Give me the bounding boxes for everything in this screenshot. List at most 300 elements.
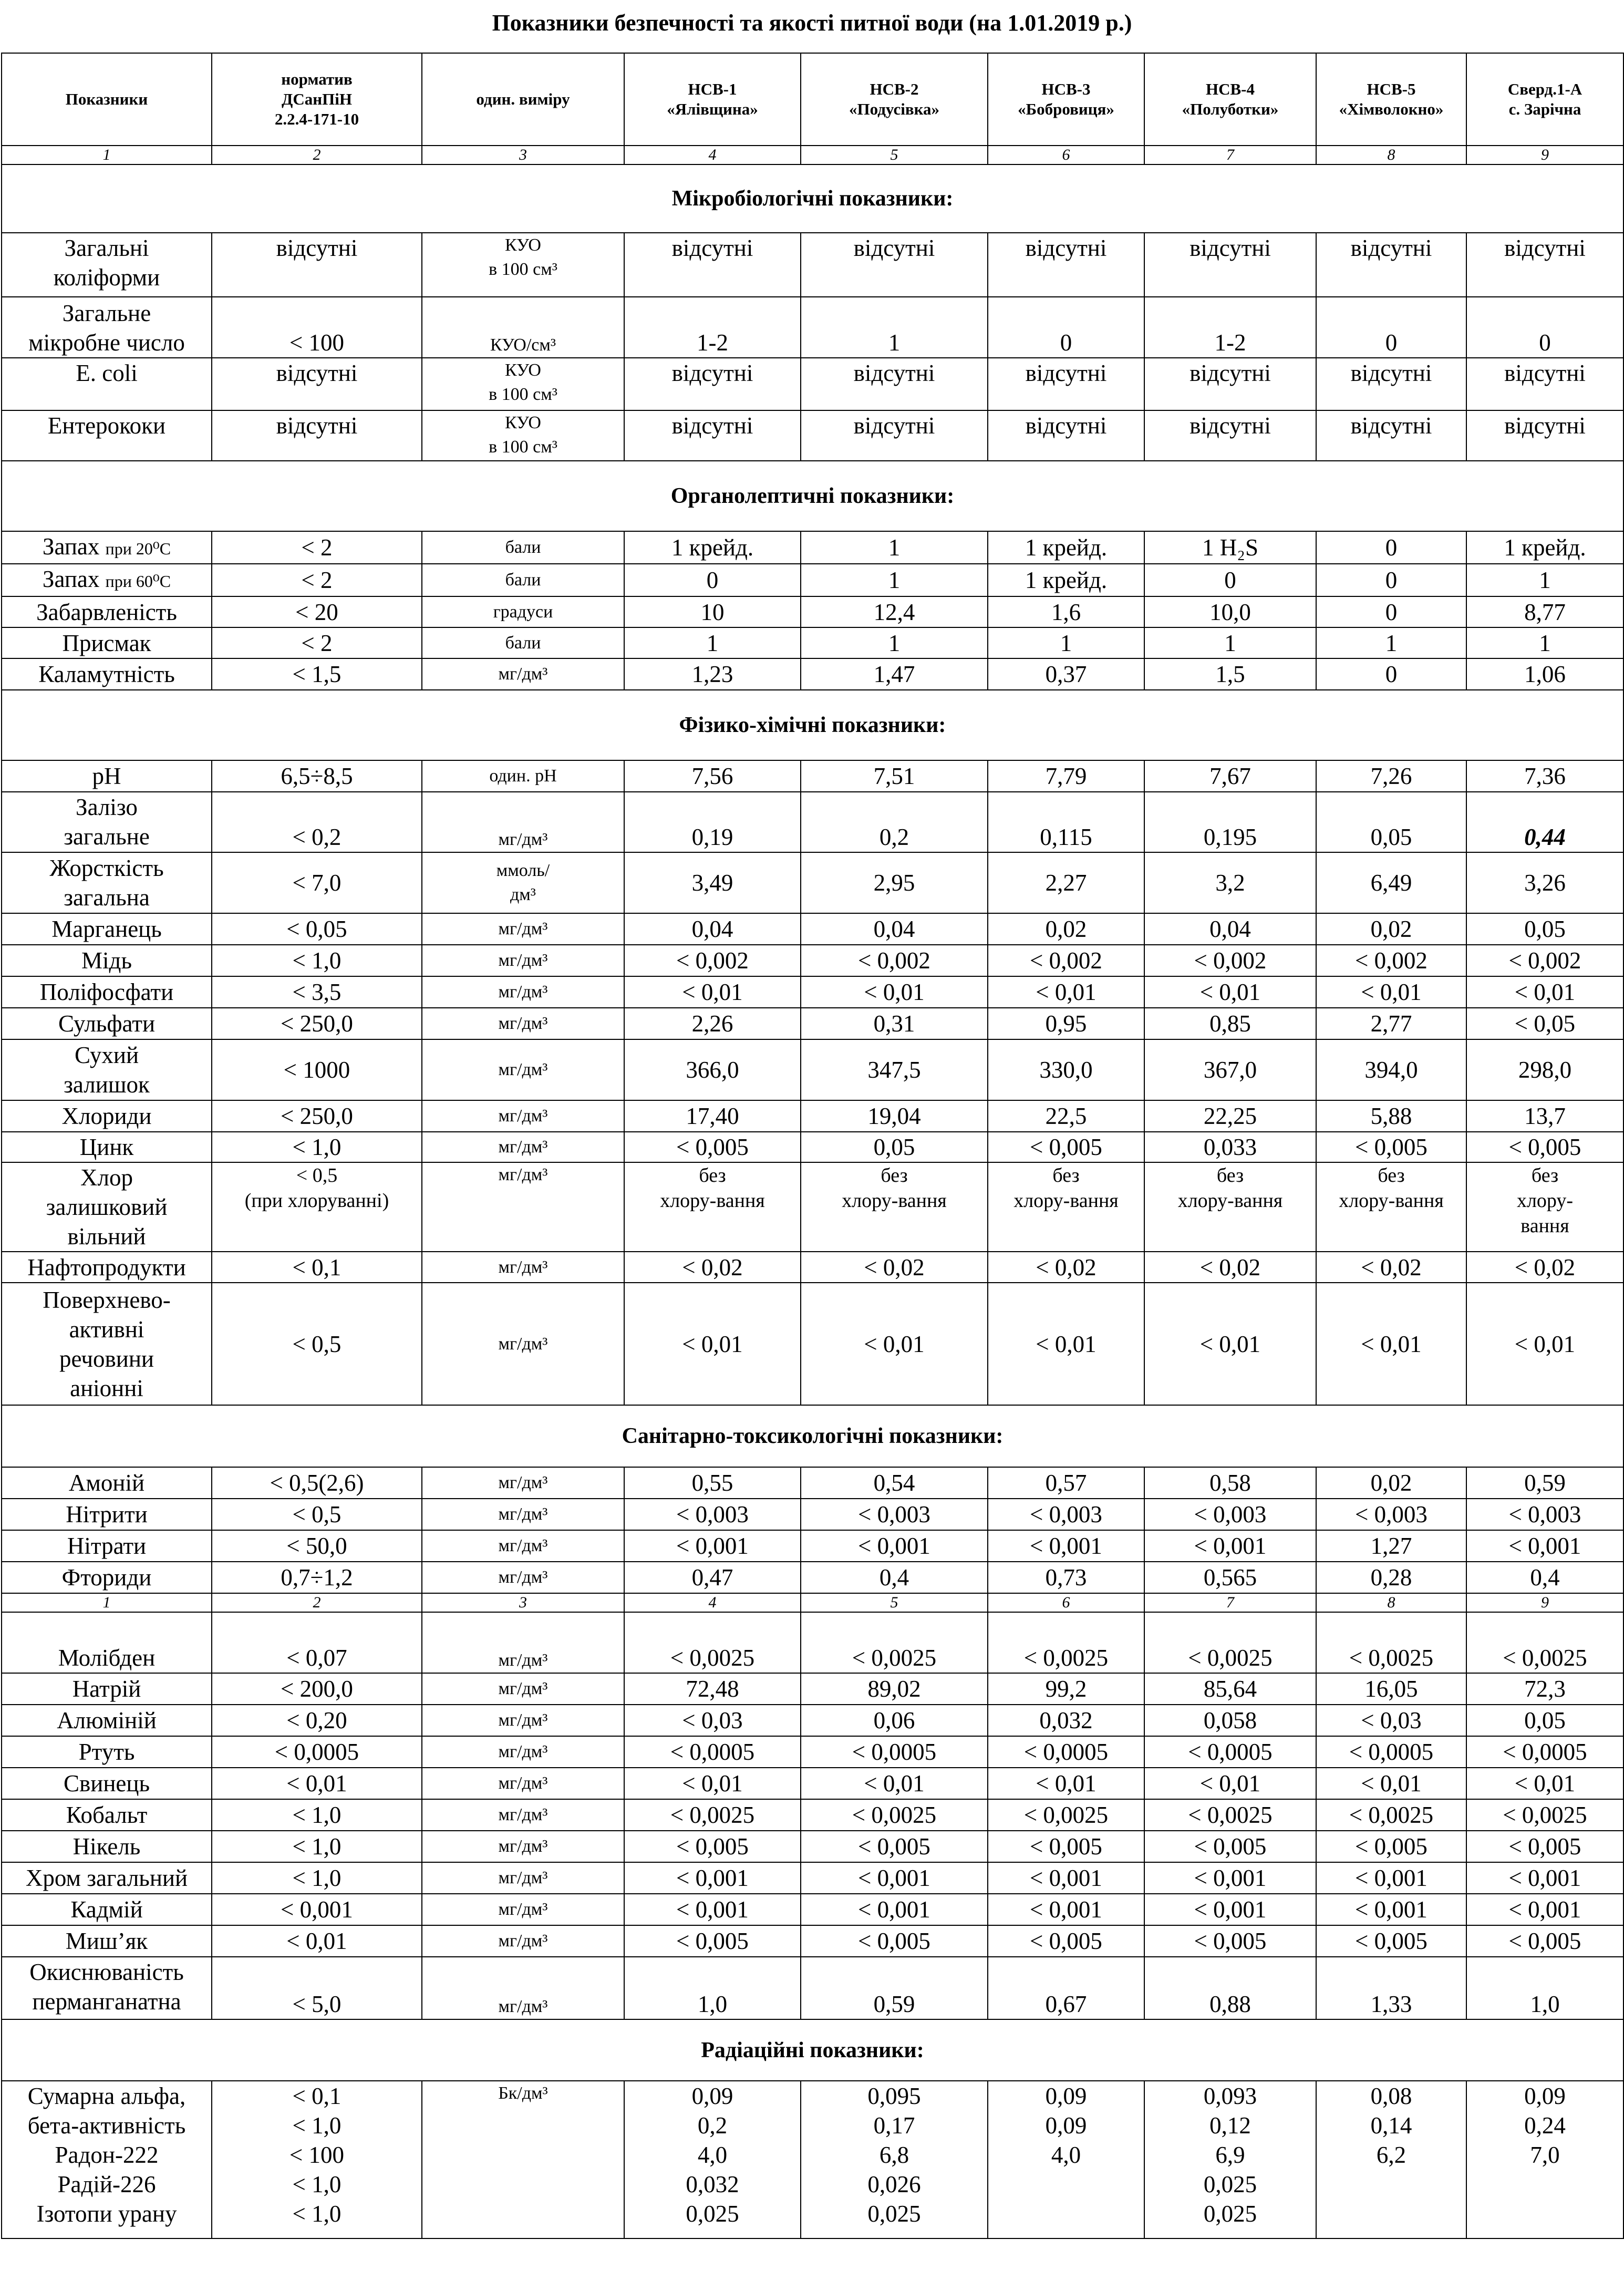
cell-sulfates-indicator: [2, 1008, 212, 1039]
cell-nitrites-unit-text: мг/дм³: [498, 1504, 548, 1524]
cell-manganese-nsv1: [624, 913, 801, 945]
cell-chlorides-nsv4: [1144, 1100, 1316, 1132]
cell-sodium-nsv5-text: 16,05: [1364, 1676, 1418, 1702]
cell-iron-unit-text: мг/дм³: [498, 830, 548, 849]
cell-radiation-nsv3-text: 0,09 0,09 4,0: [1045, 2083, 1087, 2168]
cell-permanganate-nsv1-text: 1,0: [697, 1991, 728, 2017]
cell-mercury-nsv5: [1316, 1736, 1466, 1768]
cell-color-sverd1a: [1466, 596, 1623, 627]
cell-odor60-nsv2-text: 1: [888, 567, 901, 593]
cell-copper-norm-text: < 1,0: [292, 947, 342, 974]
cell-polyphosphates-nsv2: [801, 976, 988, 1008]
cell-polyphosphates-nsv1-text: < 0,01: [682, 979, 743, 1005]
table-row-nickel: [2, 1831, 1623, 1862]
column-header-unit: [422, 53, 624, 146]
cell-color-nsv4: [1144, 596, 1316, 627]
cell-polyphosphates-nsv2-text: < 0,01: [864, 979, 925, 1005]
cell-lead-sverd1a: [1466, 1768, 1623, 1799]
section-heading-radiation-text: Радіаційні показники:: [701, 2038, 924, 2062]
cell-zinc-norm-text: < 1,0: [292, 1134, 342, 1160]
cell-enterococci-sverd1a-text: відсутні: [1504, 412, 1586, 439]
cell-odor60-nsv1-text: 0: [706, 567, 719, 593]
cell-nitrates-nsv5-text: 1,27: [1370, 1533, 1412, 1559]
cell-lead-indicator-text: Свинець: [63, 1770, 150, 1797]
cell-chlorine-nsv5: [1316, 1162, 1466, 1252]
cell-ecoli-unit: [422, 358, 624, 410]
cell-lead-nsv4-text: < 0,01: [1199, 1770, 1261, 1797]
cell-manganese-indicator-text: Марганець: [51, 916, 162, 942]
cell-copper-nsv5-text: < 0,002: [1355, 947, 1428, 974]
cell-hardness-nsv4: [1144, 852, 1316, 913]
cell-nitrites-nsv1-text: < 0,003: [676, 1501, 749, 1528]
cell-cobalt-indicator: [2, 1799, 212, 1831]
cell-ecoli-unit-text: КУО в 100 см³: [489, 360, 557, 404]
cell-chlorine-nsv1: [624, 1162, 801, 1252]
column-number-norm-text: 2: [313, 1594, 321, 1611]
cell-copper-norm: [212, 945, 422, 976]
indicator-condition: при 20⁰С: [105, 539, 171, 558]
table-row-nitrates: [2, 1530, 1623, 1562]
cell-manganese-nsv3-text: 0,02: [1045, 916, 1087, 942]
cell-zinc-indicator: [2, 1132, 212, 1162]
section-heading-micro: [2, 164, 1623, 233]
cell-hardness-nsv1-text: 3,49: [691, 870, 733, 896]
cell-odor20-norm-text: < 2: [301, 534, 333, 561]
cell-dry_residue-nsv5: [1316, 1039, 1466, 1100]
cell-odor20-indicator: [2, 531, 212, 564]
cell-radiation-nsv5-text: 0,08 0,14 6,2: [1370, 2083, 1412, 2168]
table-row-hardness: [2, 852, 1623, 913]
cell-mercury-indicator: [2, 1736, 212, 1768]
cell-fluorides-norm: [212, 1562, 422, 1593]
column-number-nsv3-text: 6: [1062, 1594, 1070, 1611]
column-header-unit-text: один. виміру: [476, 90, 570, 108]
cell-odor20-nsv5-text: 0: [1385, 534, 1398, 561]
column-header-nsv2: [801, 53, 988, 146]
column-number-row: [2, 146, 1623, 164]
cell-fluorides-nsv4-text: 0,565: [1203, 1564, 1257, 1591]
cell-turbidity-nsv5-text: 0: [1385, 661, 1398, 687]
cell-ammonium-nsv1-text: 0,55: [691, 1470, 733, 1496]
cell-chlorine-nsv1-text: без хлору-вання: [660, 1164, 765, 1212]
cell-hardness-nsv5: [1316, 852, 1466, 913]
cell-fluorides-nsv1: [624, 1562, 801, 1593]
cell-ammonium-indicator: [2, 1467, 212, 1499]
cell-ph-nsv3-text: 7,79: [1045, 763, 1087, 789]
column-number-nsv5-text: 8: [1387, 1594, 1395, 1611]
section-heading-organo-text: Органолептичні показники:: [670, 484, 955, 508]
cell-polyphosphates-sverd1a: [1466, 976, 1623, 1008]
cell-nickel-nsv4-text: < 0,005: [1194, 1833, 1267, 1860]
cell-ph-indicator-text: pH: [92, 763, 121, 789]
cell-sodium-nsv1: [624, 1673, 801, 1705]
cell-chlorine-indicator: [2, 1162, 212, 1252]
cell-nickel-unit-text: мг/дм³: [498, 1836, 548, 1856]
cell-sulfates-nsv5: [1316, 1008, 1466, 1039]
cell-chromium-nsv3-text: < 0,001: [1030, 1865, 1102, 1891]
cell-enterococci-nsv1: [624, 410, 801, 461]
cell-sulfates-nsv1: [624, 1008, 801, 1039]
cell-copper-nsv1-text: < 0,002: [676, 947, 749, 974]
cell-chlorides-nsv2-text: 19,04: [867, 1103, 921, 1129]
cell-enterococci-norm-text: відсутні: [276, 412, 358, 439]
column-number-unit-text: 3: [519, 146, 527, 163]
cell-manganese-norm: [212, 913, 422, 945]
cell-microbial_count-nsv3-text: 0: [1060, 329, 1072, 356]
cell-fluorides-nsv1-text: 0,47: [691, 1564, 733, 1591]
cell-surfactants-sverd1a-text: < 0,01: [1514, 1330, 1576, 1357]
cell-ecoli-norm-text: відсутні: [276, 360, 358, 386]
cell-odor20-nsv3-text: 1 крейд.: [1025, 534, 1108, 561]
cell-hardness-nsv3-text: 2,27: [1045, 870, 1087, 896]
cell-coliforms-indicator-text: Загальні коліформи: [53, 235, 160, 291]
cell-ammonium-indicator-text: Амоній: [68, 1470, 145, 1496]
cell-nitrates-nsv3: [988, 1530, 1144, 1562]
cell-microbial_count-nsv2-text: 1: [888, 329, 901, 356]
cell-cadmium-norm: [212, 1894, 422, 1925]
cell-turbidity-indicator-text: Каламутність: [38, 661, 175, 687]
cell-coliforms-nsv3-text: відсутні: [1025, 235, 1107, 261]
cell-color-nsv5: [1316, 596, 1466, 627]
cell-polyphosphates-unit-text: мг/дм³: [498, 982, 548, 1002]
cell-cobalt-nsv2: [801, 1799, 988, 1831]
cell-odor20-unit-text: бали: [505, 538, 541, 557]
cell-enterococci-nsv1-text: відсутні: [671, 412, 753, 439]
cell-petroleum-nsv2-text: < 0,02: [864, 1254, 925, 1281]
cell-copper-nsv4: [1144, 945, 1316, 976]
cell-odor60-sverd1a-text: 1: [1539, 567, 1551, 593]
column-number-indicator-text: 1: [102, 1594, 111, 1611]
cell-molybdenum-unit: [422, 1612, 624, 1673]
cell-zinc-sverd1a: [1466, 1132, 1623, 1162]
cell-petroleum-norm: [212, 1252, 422, 1283]
cell-ph-norm-text: 6,5÷8,5: [281, 763, 353, 789]
cell-permanganate-indicator: [2, 1957, 212, 2019]
table-row-taste: [2, 627, 1623, 658]
cell-cadmium-sverd1a: [1466, 1894, 1623, 1925]
cell-zinc-sverd1a-text: < 0,005: [1508, 1134, 1581, 1160]
cell-cobalt-unit-text: мг/дм³: [498, 1805, 548, 1824]
cell-nickel-nsv1: [624, 1831, 801, 1862]
cell-ph-nsv3: [988, 760, 1144, 792]
cell-sulfates-unit: [422, 1008, 624, 1039]
cell-enterococci-nsv3: [988, 410, 1144, 461]
cell-nickel-nsv1-text: < 0,005: [676, 1833, 749, 1860]
cell-color-norm: [212, 596, 422, 627]
table-row-mercury: [2, 1736, 1623, 1768]
cell-iron-nsv3: [988, 792, 1144, 852]
cell-ammonium-nsv4-text: 0,58: [1209, 1470, 1251, 1496]
cell-ammonium-norm: [212, 1467, 422, 1499]
cell-radiation-indicator-text: Сумарна альфа, бета-активність Радон-222 Радій-226 Ізотопи урану: [27, 2083, 186, 2227]
column-number-unit: [422, 146, 624, 164]
table-row-ecoli: [2, 358, 1623, 410]
cell-sodium-nsv2: [801, 1673, 988, 1705]
cell-sulfates-unit-text: мг/дм³: [498, 1014, 548, 1033]
cell-aluminium-nsv2: [801, 1705, 988, 1736]
cell-lead-norm: [212, 1768, 422, 1799]
cell-radiation-nsv1: [624, 2081, 801, 2238]
cell-fluorides-nsv3-text: 0,73: [1045, 1564, 1087, 1591]
cell-turbidity-norm: [212, 658, 422, 690]
cell-turbidity-nsv3-text: 0,37: [1045, 661, 1087, 687]
cell-cobalt-nsv1: [624, 1799, 801, 1831]
cell-aluminium-unit: [422, 1705, 624, 1736]
cell-copper-nsv2-text: < 0,002: [858, 947, 930, 974]
cell-radiation-sverd1a: [1466, 2081, 1623, 2238]
cell-chromium-sverd1a: [1466, 1862, 1623, 1894]
cell-aluminium-nsv1-text: < 0,03: [682, 1707, 743, 1734]
cell-coliforms-nsv1-text: відсутні: [671, 235, 753, 261]
cell-chromium-norm: [212, 1862, 422, 1894]
cell-hardness-norm: [212, 852, 422, 913]
cell-manganese-nsv2-text: 0,04: [873, 916, 915, 942]
cell-zinc-nsv1: [624, 1132, 801, 1162]
column-number-nsv1: [624, 1593, 801, 1612]
column-header-nsv3: [988, 53, 1144, 146]
table-row-petroleum: [2, 1252, 1623, 1283]
cell-ammonium-nsv4: [1144, 1467, 1316, 1499]
cell-lead-nsv1-text: < 0,01: [682, 1770, 743, 1797]
cell-chlorine-nsv2: [801, 1162, 988, 1252]
cell-iron-nsv3-text: 0,115: [1040, 824, 1092, 850]
cell-color-indicator-text: Забарвленість: [36, 599, 177, 625]
cell-odor20-nsv2: [801, 531, 988, 564]
cell-radiation-nsv4: [1144, 2081, 1316, 2238]
cell-nitrates-nsv1: [624, 1530, 801, 1562]
table-row-cobalt: [2, 1799, 1623, 1831]
cell-arsenic-unit: [422, 1925, 624, 1957]
column-header-indicator-text: Показники: [65, 90, 148, 108]
cell-petroleum-nsv3: [988, 1252, 1144, 1283]
cell-copper-unit: [422, 945, 624, 976]
cell-chlorine-nsv4-text: без хлору-вання: [1177, 1164, 1283, 1212]
cell-sodium-nsv4-text: 85,64: [1203, 1676, 1257, 1702]
cell-molybdenum-nsv3: [988, 1612, 1144, 1673]
column-number-norm: [212, 1593, 422, 1612]
cell-petroleum-nsv1: [624, 1252, 801, 1283]
cell-coliforms-nsv3: [988, 233, 1144, 297]
cell-zinc-unit-text: мг/дм³: [498, 1137, 548, 1157]
column-number-nsv5-text: 8: [1387, 146, 1395, 163]
cell-polyphosphates-indicator-text: Поліфосфати: [39, 979, 174, 1005]
cell-polyphosphates-nsv4-text: < 0,01: [1199, 979, 1261, 1005]
cell-fluorides-nsv4: [1144, 1562, 1316, 1593]
cell-zinc-nsv4-text: 0,033: [1203, 1134, 1257, 1160]
table-row-enterococci: [2, 410, 1623, 461]
cell-cadmium-sverd1a-text: < 0,001: [1508, 1896, 1581, 1923]
cell-aluminium-sverd1a: [1466, 1705, 1623, 1736]
cell-dry_residue-nsv4-text: 367,0: [1203, 1057, 1257, 1083]
cell-sulfates-norm-text: < 250,0: [281, 1010, 353, 1037]
cell-ammonium-norm-text: < 0,5(2,6): [270, 1470, 364, 1496]
cell-chromium-nsv4-text: < 0,001: [1194, 1865, 1267, 1891]
cell-coliforms-norm-text: відсутні: [276, 235, 358, 261]
cell-chromium-nsv5-text: < 0,001: [1355, 1865, 1428, 1891]
cell-nickel-sverd1a: [1466, 1831, 1623, 1862]
cell-radiation-nsv1-text: 0,09 0,2 4,0 0,032 0,025: [686, 2083, 739, 2227]
cell-nitrites-nsv2: [801, 1499, 988, 1530]
cell-cobalt-nsv2-text: < 0,0025: [852, 1802, 937, 1828]
cell-ecoli-indicator: [2, 358, 212, 410]
cell-ph-nsv1-text: 7,56: [691, 763, 733, 789]
cell-taste-nsv4: [1144, 627, 1316, 658]
indicator-name: Запах: [42, 566, 100, 592]
cell-aluminium-norm: [212, 1705, 422, 1736]
cell-odor20-norm: [212, 531, 422, 564]
cell-molybdenum-nsv4: [1144, 1612, 1316, 1673]
cell-chlorides-nsv3: [988, 1100, 1144, 1132]
cell-chlorides-indicator: [2, 1100, 212, 1132]
cell-petroleum-sverd1a: [1466, 1252, 1623, 1283]
cell-hardness-unit: [422, 852, 624, 913]
cell-ph-unit: [422, 760, 624, 792]
cell-cobalt-nsv5-text: < 0,0025: [1349, 1802, 1434, 1828]
cell-nitrates-nsv4: [1144, 1530, 1316, 1562]
cell-ph-unit-text: один. рН: [489, 766, 557, 786]
cell-odor60-norm: [212, 564, 422, 596]
cell-nickel-nsv3-text: < 0,005: [1030, 1833, 1102, 1860]
section-heading-sanitox-text: Санітарно-токсикологічні показники:: [622, 1424, 1004, 1448]
cell-odor60-unit: [422, 564, 624, 596]
cell-manganese-nsv4: [1144, 913, 1316, 945]
table-row-dry_residue: [2, 1039, 1623, 1100]
cell-polyphosphates-indicator: [2, 976, 212, 1008]
column-number-norm: [212, 146, 422, 164]
cell-mercury-indicator-text: Ртуть: [78, 1739, 135, 1765]
cell-cadmium-indicator: [2, 1894, 212, 1925]
cell-ecoli-nsv2-text: відсутні: [853, 360, 935, 386]
cell-dry_residue-sverd1a: [1466, 1039, 1623, 1100]
cell-surfactants-sverd1a: [1466, 1283, 1623, 1405]
cell-zinc-nsv2: [801, 1132, 988, 1162]
cell-odor60-nsv1: [624, 564, 801, 596]
cell-sodium-nsv1-text: 72,48: [686, 1676, 739, 1702]
cell-microbial_count-unit-text: КУО/см³: [490, 335, 556, 355]
cell-radiation-unit: [422, 2081, 624, 2238]
cell-iron-nsv1-text: 0,19: [691, 824, 733, 850]
cell-sodium-nsv3-text: 99,2: [1045, 1676, 1087, 1702]
cell-odor60-nsv2: [801, 564, 988, 596]
cell-zinc-nsv2-text: 0,05: [873, 1134, 915, 1160]
cell-nitrates-nsv2: [801, 1530, 988, 1562]
cell-coliforms-unit: [422, 233, 624, 297]
cell-nitrites-nsv2-text: < 0,003: [858, 1501, 930, 1528]
column-header-sverd1a: [1466, 53, 1623, 146]
cell-lead-nsv1: [624, 1768, 801, 1799]
column-number-sverd1a-text: 9: [1541, 1594, 1549, 1611]
cell-chlorine-unit-text: мг/дм³: [498, 1165, 548, 1184]
cell-copper-indicator: [2, 945, 212, 976]
cell-odor60-sverd1a: [1466, 564, 1623, 596]
cell-enterococci-nsv5: [1316, 410, 1466, 461]
column-number-nsv1-text: 4: [708, 146, 717, 163]
cell-ph-nsv4: [1144, 760, 1316, 792]
cell-nitrites-nsv5-text: < 0,003: [1355, 1501, 1428, 1528]
cell-mercury-nsv4: [1144, 1736, 1316, 1768]
cell-permanganate-sverd1a-text: 1,0: [1530, 1991, 1560, 2017]
cell-nitrites-nsv4: [1144, 1499, 1316, 1530]
cell-odor60-nsv4: [1144, 564, 1316, 596]
cell-odor60-indicator: [2, 564, 212, 596]
cell-sulfates-nsv3: [988, 1008, 1144, 1039]
column-number-indicator-text: 1: [102, 146, 111, 163]
cell-cobalt-nsv3: [988, 1799, 1144, 1831]
cell-nitrites-norm-text: < 0,5: [292, 1501, 342, 1528]
cell-enterococci-nsv2-text: відсутні: [853, 412, 935, 439]
table-row-manganese: [2, 913, 1623, 945]
cell-cadmium-unit: [422, 1894, 624, 1925]
cell-color-unit: [422, 596, 624, 627]
cell-chlorine-norm: [212, 1162, 422, 1252]
cell-odor20-nsv4: [1144, 531, 1316, 564]
cell-hardness-sverd1a: [1466, 852, 1623, 913]
cell-nickel-nsv4: [1144, 1831, 1316, 1862]
cell-sodium-unit: [422, 1673, 624, 1705]
cell-chlorides-indicator-text: Хлориди: [61, 1103, 152, 1129]
cell-permanganate-nsv3-text: 0,67: [1045, 1991, 1087, 2017]
cell-cadmium-nsv4-text: < 0,001: [1194, 1896, 1267, 1923]
cell-taste-nsv1-text: 1: [706, 630, 719, 656]
cell-ph-nsv4-text: 7,67: [1209, 763, 1251, 789]
cell-ammonium-nsv5-text: 0,02: [1370, 1470, 1412, 1496]
cell-iron-nsv5-text: 0,05: [1370, 824, 1412, 850]
cell-surfactants-norm: [212, 1283, 422, 1405]
cell-cobalt-unit: [422, 1799, 624, 1831]
column-header-nsv3-text: НСВ-3 «Бобровиця»: [1018, 80, 1114, 118]
cell-odor20-nsv1-text: 1 крейд.: [671, 534, 754, 561]
column-header-nsv5-text: НСВ-5 «Хімволокно»: [1339, 80, 1444, 118]
cell-sulfates-nsv2: [801, 1008, 988, 1039]
column-number-nsv4-text: 7: [1226, 1594, 1234, 1611]
table-row-cadmium: [2, 1894, 1623, 1925]
cell-ammonium-unit-text: мг/дм³: [498, 1473, 548, 1492]
cell-chromium-unit: [422, 1862, 624, 1894]
cell-zinc-nsv5: [1316, 1132, 1466, 1162]
column-number-nsv3-text: 6: [1062, 146, 1070, 163]
cell-molybdenum-nsv1-text: < 0,0025: [670, 1645, 755, 1671]
cell-mercury-nsv1: [624, 1736, 801, 1768]
cell-nickel-norm: [212, 1831, 422, 1862]
cell-dry_residue-nsv2: [801, 1039, 988, 1100]
cell-mercury-sverd1a: [1466, 1736, 1623, 1768]
cell-molybdenum-nsv2: [801, 1612, 988, 1673]
cell-surfactants-unit: [422, 1283, 624, 1405]
cell-sulfates-sverd1a-text: < 0,05: [1514, 1010, 1576, 1037]
cell-nickel-unit: [422, 1831, 624, 1862]
cell-nitrites-indicator-text: Нітрити: [66, 1501, 148, 1528]
cell-lead-nsv3-text: < 0,01: [1036, 1770, 1097, 1797]
cell-sulfates-nsv4: [1144, 1008, 1316, 1039]
cell-microbial_count-nsv5: [1316, 297, 1466, 358]
cell-copper-nsv2: [801, 945, 988, 976]
cell-permanganate-nsv1: [624, 1957, 801, 2019]
cell-petroleum-unit-text: мг/дм³: [498, 1257, 548, 1277]
cell-dry_residue-nsv4: [1144, 1039, 1316, 1100]
column-header-nsv5: [1316, 53, 1466, 146]
cell-odor20-sverd1a-text: 1 крейд.: [1504, 534, 1586, 561]
table-row-color: [2, 596, 1623, 627]
cell-polyphosphates-unit: [422, 976, 624, 1008]
cell-chlorine-indicator-text: Хлор залишковий вільний: [46, 1164, 168, 1250]
cell-iron-norm-text: < 0,2: [292, 824, 342, 850]
cell-turbidity-norm-text: < 1,5: [292, 661, 342, 687]
cell-molybdenum-indicator: [2, 1612, 212, 1673]
cell-aluminium-nsv1: [624, 1705, 801, 1736]
cell-taste-norm: [212, 627, 422, 658]
cell-lead-norm-text: < 0,01: [286, 1770, 347, 1797]
cell-petroleum-nsv1-text: < 0,02: [682, 1254, 743, 1281]
